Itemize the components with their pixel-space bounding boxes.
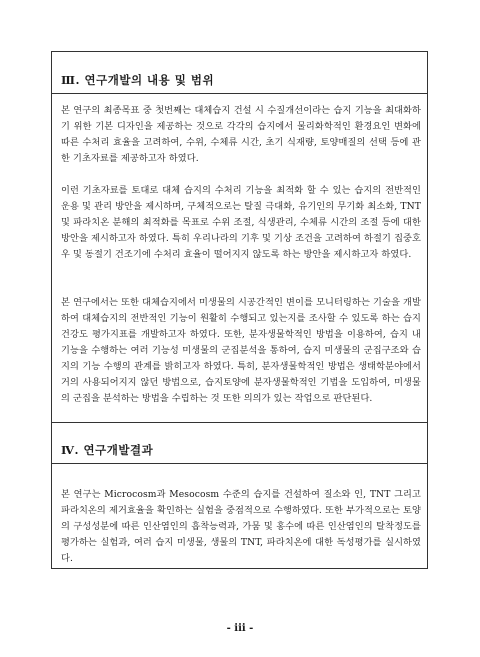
section-3-paragraph-2: 이런 기초자료를 토대로 대체 습지의 수처리 기능을 최적화 할 수 있는 습지의 전반적인 운용 및 관리 방안을 제시하며, 구체적으로는 탈질 극대화, 유기인의 무기화 최소화, TNT 및 파라치온 분해의 최적화를 목표로 수위 조절, 식생관리, 수체류 시간의 조절 등에 대한 방안을 제시하고자 하였다. 특히 우리나라의 기후 및 기상 조건을 고려하여 하절기 집중호우 및 동절기 건조기에 수처리 효율이 떨어지지 않도록 하는 방안을 제시하고자 하였다. [61, 185, 421, 260]
section-3-paragraph-1: 본 연구의 최종목표 중 첫번째는 대체습지 건설 시 수질개선이라는 습지 기능을 최대화하기 위한 기본 디자인을 제공하는 것으로 각각의 습지에서 물리화학적인 환경요인 변화에 따른 수처리 효율을 고려하여, 수위, 수체류 시간, 초기 식재량, 토양매질의 선택 등에 관한 기초자료를 제공하고자 하였다. [61, 105, 421, 164]
section-4-paragraph-1: 본 연구는 Microcosm과 Mesocosm 수준의 습지를 건설하여 질소와 인, TNT 그리고 파라치온의 제거효율을 확인하는 실험을 중점적으로 수행하였다. 또한 부가적으로는 토양의 구성성분에 따른 인산염인의 흡착능력과, 가뭄 및 홍수에 따른 인산염인의 탈착정도를 평가하는 실험과, 여러 습지 미생물, 생물의 TNT, 파라치온에 대한 독성평가를 실시하였다. [61, 489, 421, 564]
section-4-heading: Ⅳ. 연구개발결과 [61, 443, 154, 457]
page-number: - iii - [226, 623, 254, 634]
section-4-divider [51, 463, 428, 464]
section-3-paragraph-3: 본 연구에서는 또한 대체습지에서 미생물의 시공간적인 변이를 모니터링하는 기술을 개발하여 대체습지의 전반적인 기능이 원활히 수행되고 있는지를 조사할 수 있도록 하는 습지 건강도 평가지표를 개발하고자 하였다. 또한, 분자생물학적인 방법을 이용하여, 습지 내 기능을 수행하는 여러 기능성 미생물의 군집분석을 통하여, 습지 미생물의 군집구조와 습지의 기능 수행의 관계를 밝히고자 하였다. 특히, 분자생물학적인 방법은 생태학분야에서 거의 사용되어지지 않던 방법으로, 습지토양에 분자생물학적인 기법을 도입하여, 미생물의 군집을 분석하는 방법을 수립하는 것 또한 의의가 있는 작업으로 판단된다. [61, 297, 421, 404]
section-3-end-divider [51, 422, 428, 423]
section-3-heading: Ⅲ. 연구개발의 내용 및 범위 [61, 73, 215, 87]
section-3-divider [51, 93, 428, 94]
